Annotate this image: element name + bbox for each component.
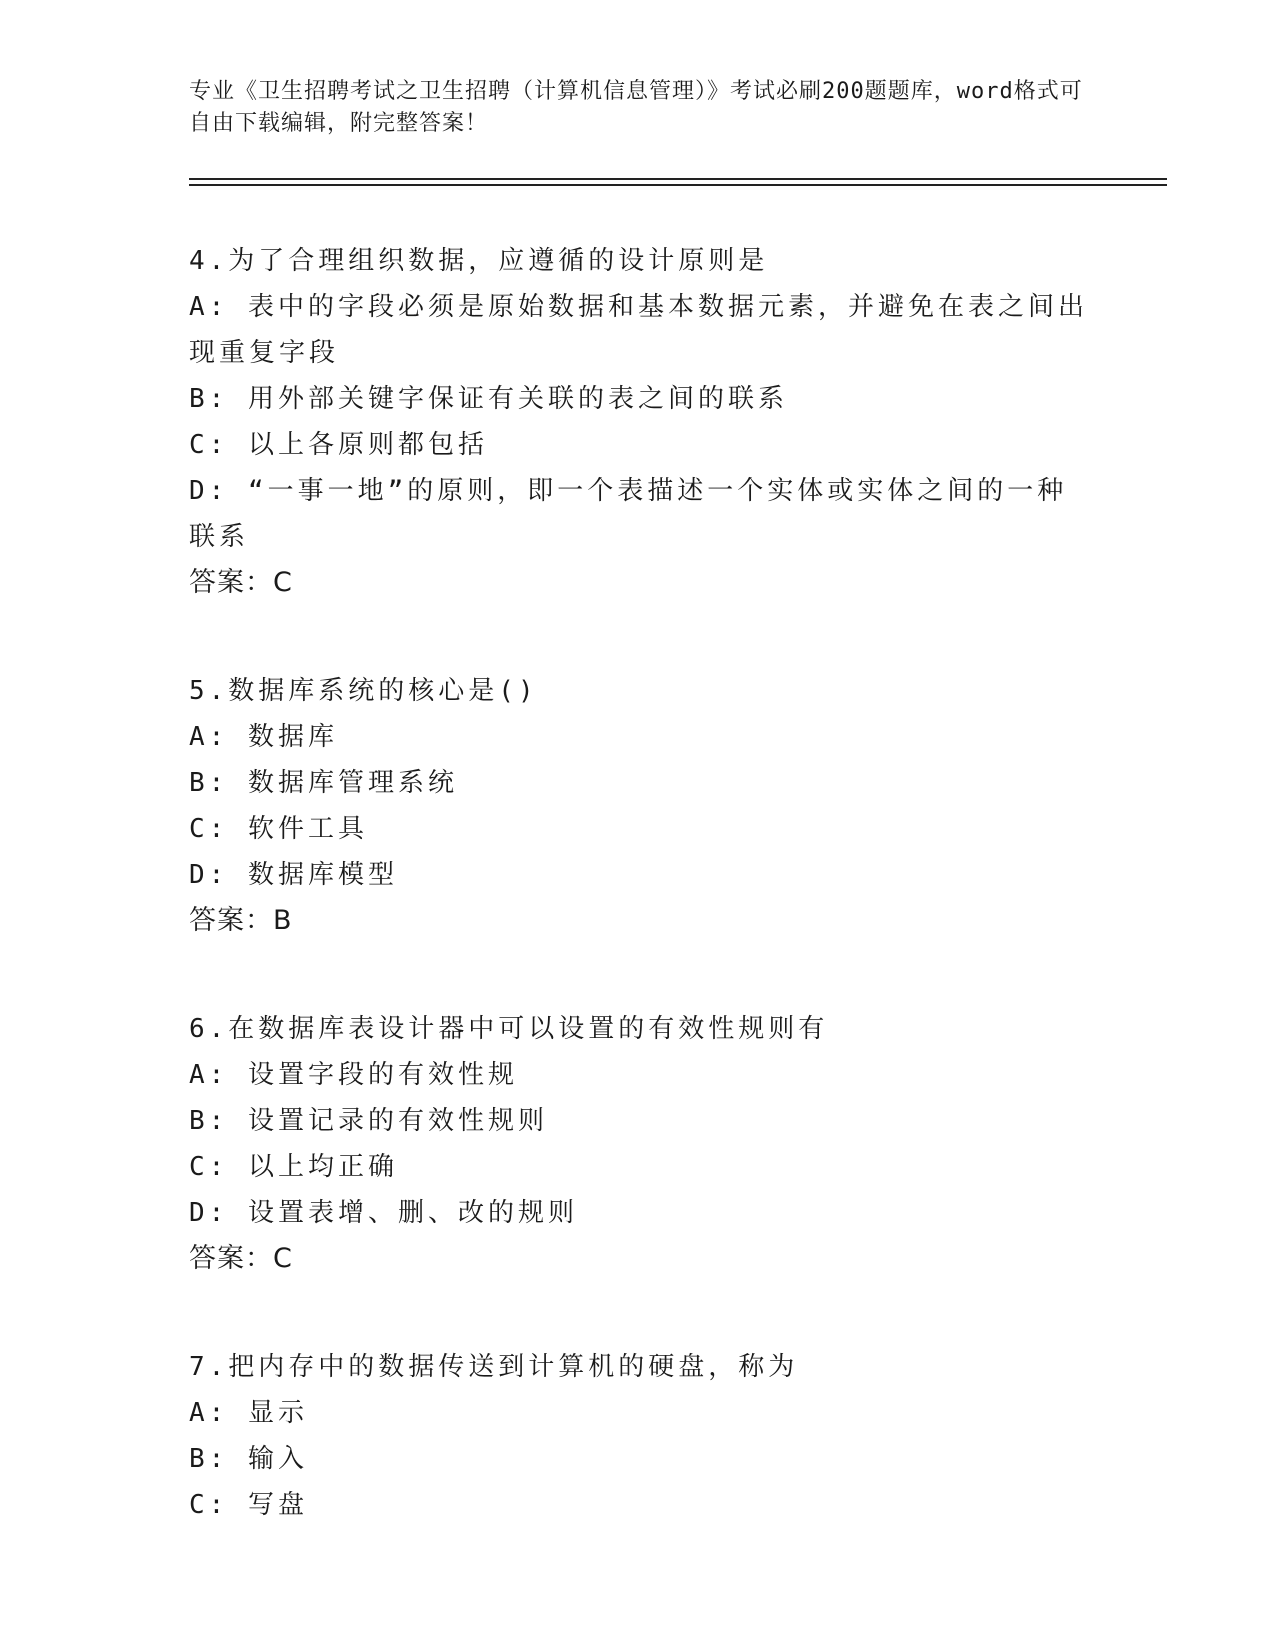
option-a: A: 数据库 <box>189 722 338 752</box>
option-a: A: 设置字段的有效性规 <box>189 1060 518 1090</box>
header-divider-bottom <box>189 184 1167 186</box>
question-list <box>189 238 1089 1590</box>
question-5 <box>189 668 1089 944</box>
document-header: 专业《卫生招聘考试之卫生招聘（计算机信息管理）》考试必刷200题题库，word格式可自由下载编辑，附完整答案！ <box>189 79 1083 136</box>
answer-line: 答案：C <box>189 567 293 598</box>
option-d: D: 数据库模型 <box>189 860 398 890</box>
option-c: C: 写盘 <box>189 1490 308 1520</box>
option-a: A: 显示 <box>189 1398 308 1428</box>
question-4 <box>189 238 1089 606</box>
answer-line: 答案：C <box>189 1243 293 1274</box>
question-7 <box>189 1344 1089 1528</box>
question-stem: 4.为了合理组织数据，应遵循的设计原则是 <box>189 246 769 276</box>
option-c: C: 以上各原则都包括 <box>189 430 488 460</box>
header-divider-top <box>189 178 1167 180</box>
option-b: B: 设置记录的有效性规则 <box>189 1106 548 1136</box>
option-d: D: 设置表增、删、改的规则 <box>189 1198 578 1228</box>
option-c: C: 软件工具 <box>189 814 368 844</box>
question-stem: 5.数据库系统的核心是() <box>189 676 538 706</box>
question-6 <box>189 1006 1089 1282</box>
option-b: B: 用外部关键字保证有关联的表之间的联系 <box>189 384 788 414</box>
answer-line: 答案：B <box>189 905 293 936</box>
option-b: B: 数据库管理系统 <box>189 768 458 798</box>
question-stem: 7.把内存中的数据传送到计算机的硬盘，称为 <box>189 1352 799 1382</box>
option-b: B: 输入 <box>189 1444 308 1474</box>
option-d: D: “一事一地”的原则，即一个表描述一个实体或实体之间的一种联系 <box>189 476 1068 552</box>
question-stem: 6.在数据库表设计器中可以设置的有效性规则有 <box>189 1014 829 1044</box>
option-a: A: 表中的字段必须是原始数据和基本数据元素，并避免在表之间出现重复字段 <box>189 292 1088 368</box>
option-c: C: 以上均正确 <box>189 1152 398 1182</box>
